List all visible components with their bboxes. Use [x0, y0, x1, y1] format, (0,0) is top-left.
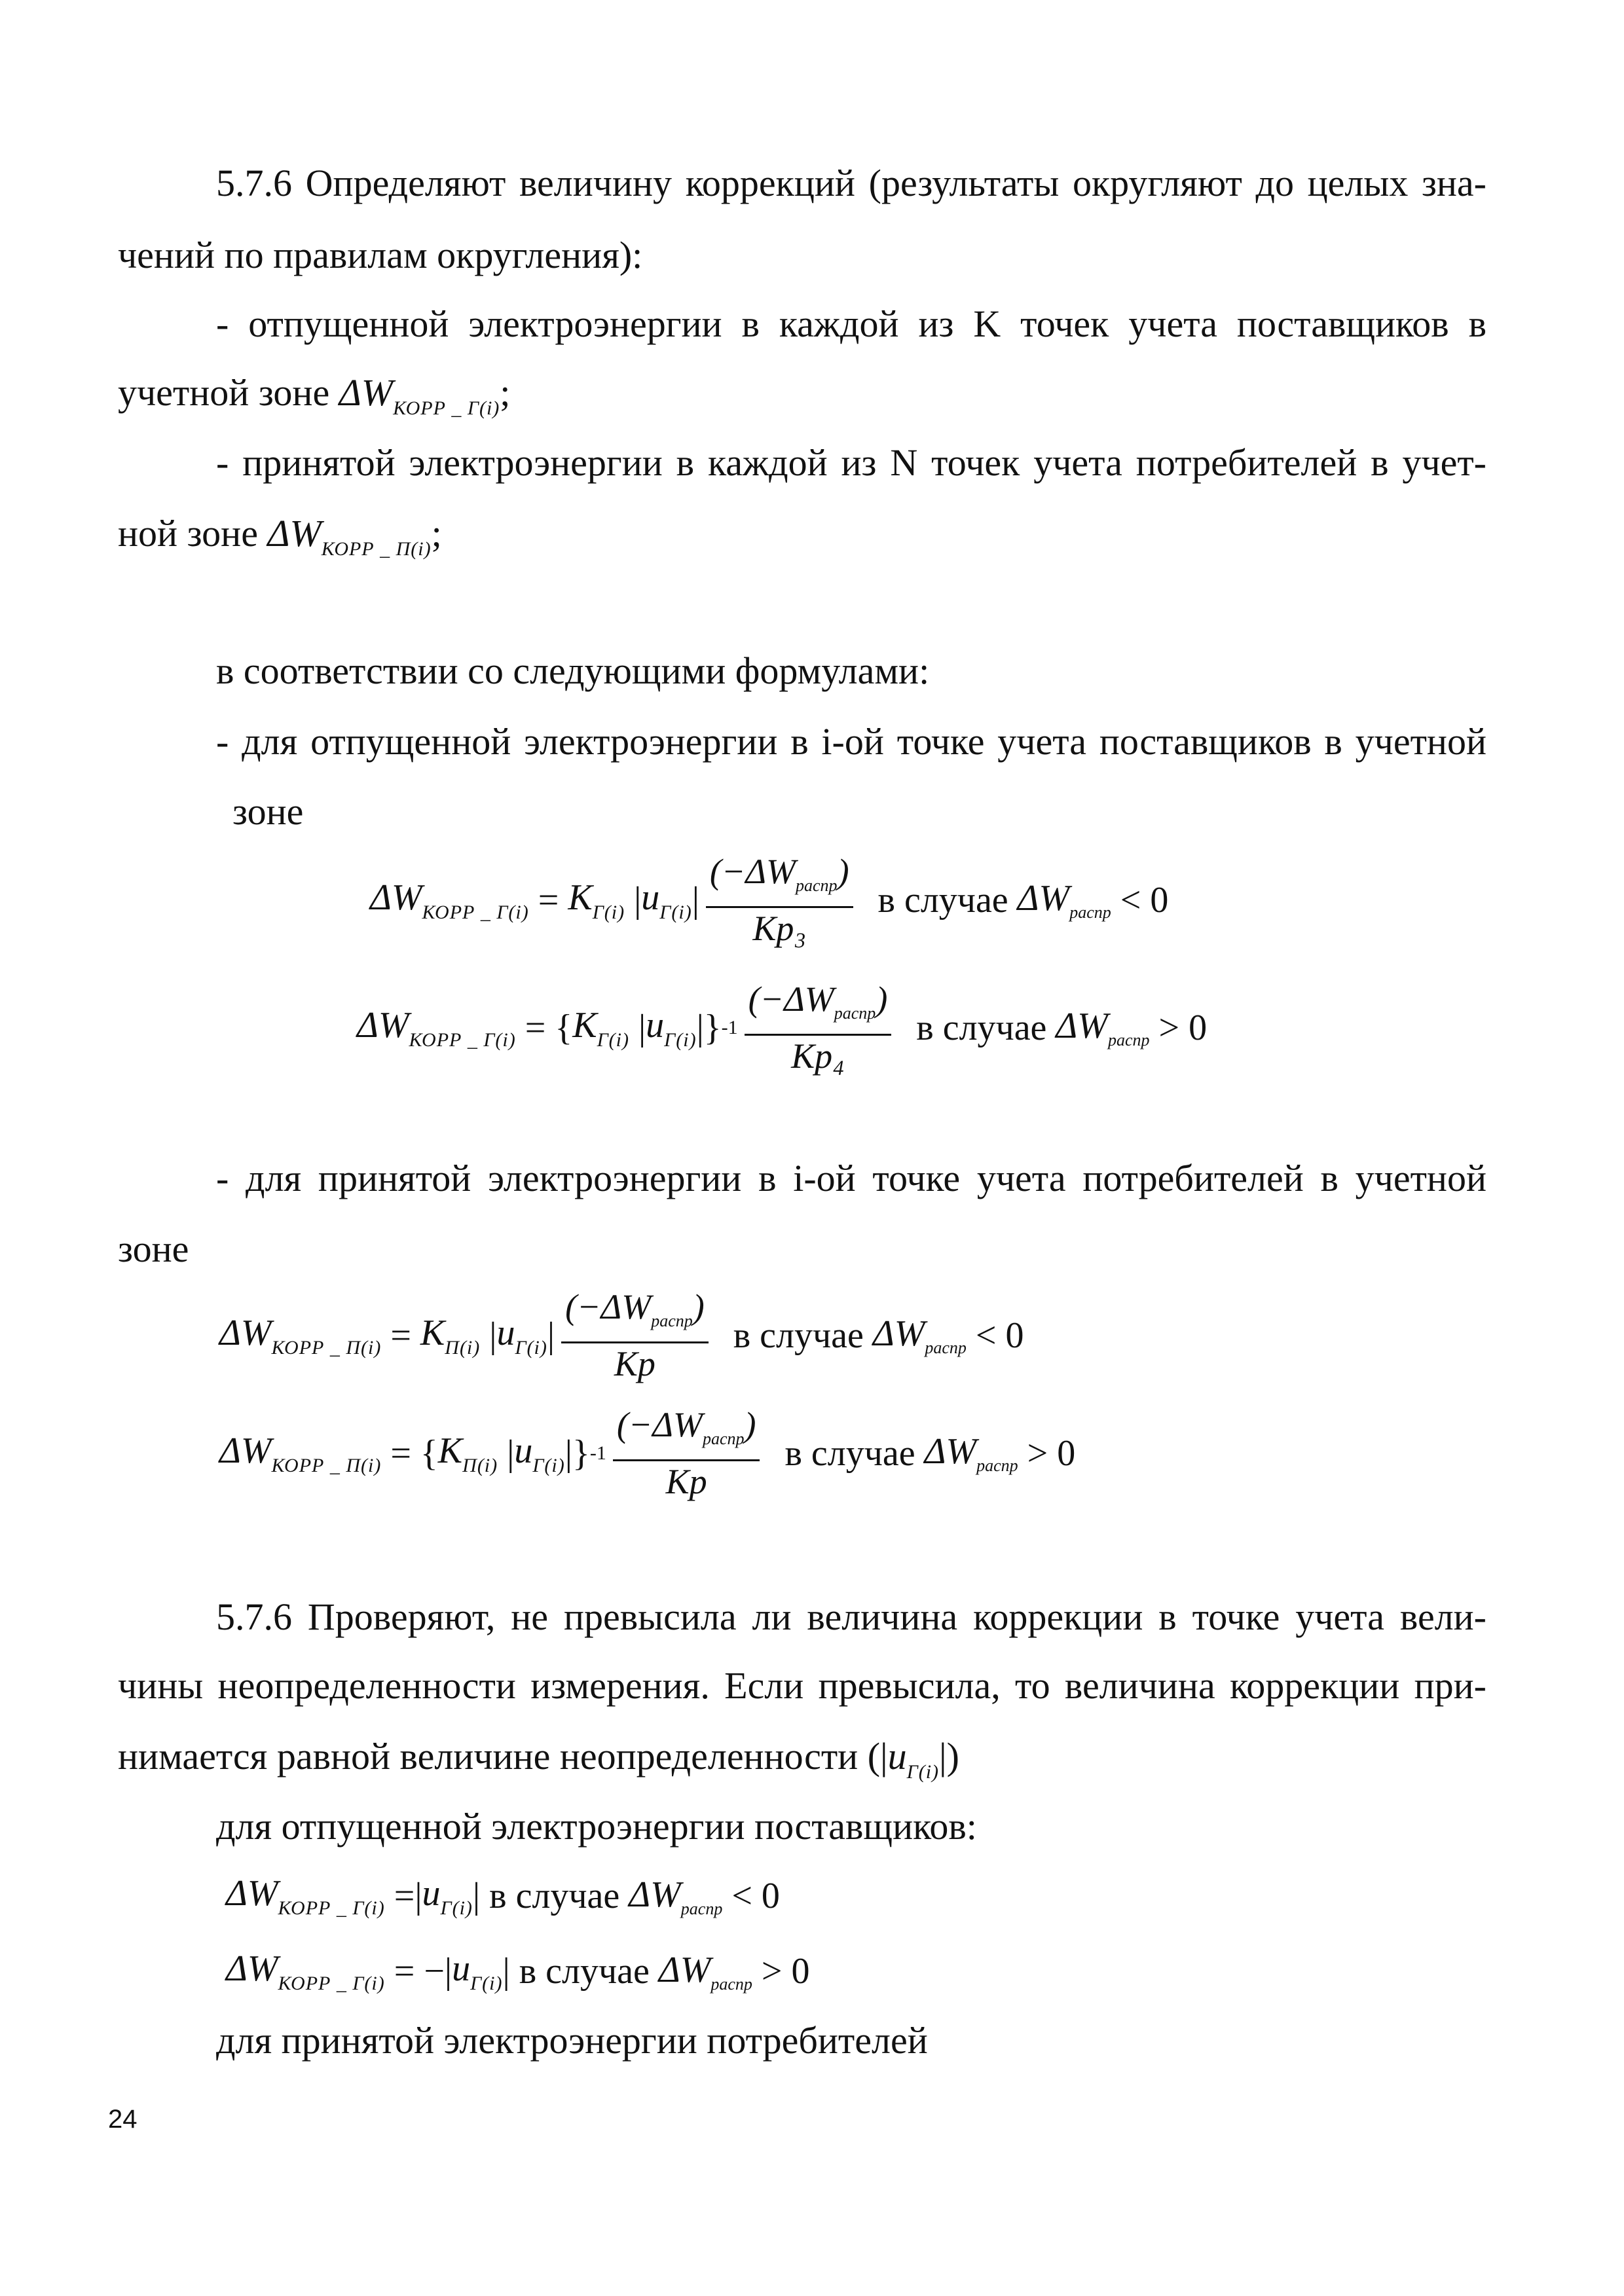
item-supplier-line-1: - отпущенной электроэнергии в каждой из K точек учета поставщиков в — [216, 302, 1486, 345]
paragraph-5-7-6-line-1: 5.7.6 Определяют величину коррекций (результаты округляют до целых зна- — [216, 162, 1486, 204]
consumer-heading-line-1: - для принятой электроэнергии в i-ой точке учета потребителей в учетной — [216, 1157, 1486, 1199]
item-consumer-label: ной зоне — [118, 512, 258, 555]
paragraph-check-line-1: 5.7.6 Проверяют, не превысила ли величина коррекции в точке учета вели- — [216, 1595, 1486, 1638]
paragraph-check-line-3: нимается равной величине неопределенности $(|u_{Г(i)}|)$ — [118, 1735, 959, 1783]
paragraph-5-7-6-line-2: чений по правилам округления): — [118, 234, 643, 276]
delta-w-korr-p-symbol: $\Delta W_{КОРР \_ П(i)}$ — [267, 512, 432, 560]
formula-consumer-positive: $\Delta W_{КОРР \_ П(i)}$ = { $K_{П(i)}$ | $u_{Г(i)}$ |} -1 $\frac{(-\Delta W_{распр})}{Kp}$ в случае $\Delta W_{распр}$ > 0 — [219, 1405, 1076, 1501]
check-formula-negative: $\Delta W_{КОРР \_ Г(i)}$ =| $u_{Г(i)}$ | в случае $\Delta W_{распр}$ < 0 — [226, 1873, 780, 1919]
item-consumer-line-2: ной зоне $\Delta W_{КОРР \_ П(i)}$; — [118, 512, 442, 560]
paragraph-check-line-2: чины неопределенности измерения. Если превысила, то величина коррекции при- — [118, 1664, 1486, 1707]
supplier-heading-line-2: зоне — [232, 790, 304, 833]
formula-supplier-positive: $\Delta W_{КОРР \_ Г(i)}$ = { $K_{Г(i)}$ | $u_{Г(i)}$ |} -1 $\frac{(-\Delta W_{распр})}{\text{Kp₄}}$ в случае $\Delta W_{распр}$ > 0 — [357, 979, 1208, 1076]
consumer-heading-line-2: зоне — [118, 1228, 189, 1270]
item-consumer-line-1: - принятой электроэнергии в каждой из N точек учета потребителей в учет- — [216, 441, 1486, 484]
supplier-check-label: для отпущенной электроэнергии поставщиков: — [216, 1805, 977, 1848]
supplier-heading-line-1: - для отпущенной электроэнергии в i-ой точке учета поставщиков в учетной — [216, 720, 1486, 763]
check-formula-positive: $\Delta W_{КОРР \_ Г(i)}$ = −| $u_{Г(i)}$ | в случае $\Delta W_{распр}$ > 0 — [226, 1948, 810, 1994]
page-number: 24 — [108, 2105, 138, 2134]
consumer-check-label: для принятой электроэнергии потребителей — [216, 2019, 928, 2062]
formula-supplier-negative: $\Delta W_{КОРР \_ Г(i)}$ = $K_{Г(i)}$ | $u_{Г(i)}$ | $\frac{(-\Delta W_{распр})}{\text{Kp₃}}$ в случае $\Delta W_{распр}$ < 0 — [370, 852, 1169, 948]
item-supplier-line-2: учетной зоне $\Delta W_{КОРР \_ Г(i)}$; — [118, 371, 511, 419]
item-supplier-label: учетной зоне — [118, 371, 330, 414]
formula-consumer-negative: $\Delta W_{КОРР \_ П(i)}$ = $K_{П(i)}$ | $u_{Г(i)}$ | $\frac{(-\Delta W_{распр})}{Kp}$ в случае $\Delta W_{распр}$ < 0 — [219, 1287, 1024, 1383]
formulas-intro: в соответствии со следующими формулами: — [216, 649, 930, 692]
delta-w-korr-g-symbol: $\Delta W_{КОРР \_ Г(i)}$ — [339, 371, 500, 419]
